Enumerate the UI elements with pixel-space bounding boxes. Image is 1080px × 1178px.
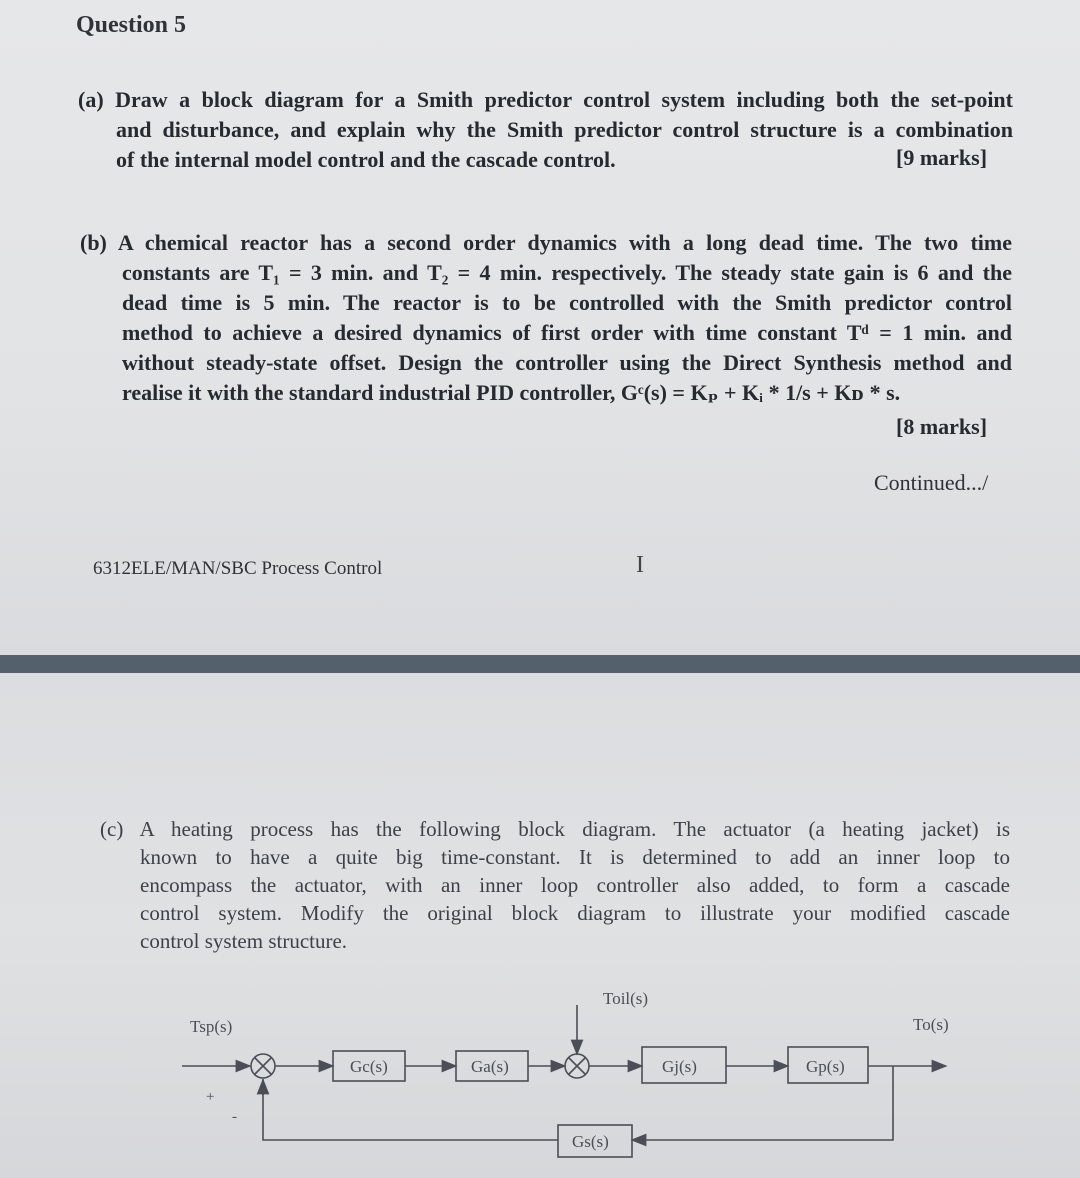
page-separator [0,655,1080,673]
plus-sign: + [206,1089,215,1105]
jacket-label: Gj(s) [662,1057,697,1076]
part-c-line: (c) A heating process has the following block diagram. The actuator (a heating jacket) is [100,817,1010,841]
part-b-line: realise it with the standard industrial PID controller, Gᶜ(s) = Kₚ + Kᵢ * 1/s + Kᴅ * s. [122,380,901,405]
disturbance-label: Toil(s) [603,989,649,1008]
part-b-line: without steady-state offset. Design the controller using the Direct Synthesis method and [122,350,1012,375]
part-c-line: encompass the actuator, with an inner loop controller also added, to form a cascade [140,873,1010,897]
part-b-text [80,228,1012,408]
continued-note: Continued.../ [874,470,989,495]
part-a-line: and disturbance, and explain why the Smith predictor control structure is a combination [116,117,1013,142]
part-a-line: (a) Draw a block diagram for a Smith predictor control system including both the set-point [78,87,1013,112]
part-b-line: constants are T₁ = 3 min. and T₂ = 4 min. respectively. The steady state gain is 6 and the [122,260,1012,285]
sensor-label: Gs(s) [572,1132,609,1151]
part-b-line: method to achieve a desired dynamics of first order with time constant Tᵈ = 1 min. and [122,320,1012,345]
text-cursor-icon: I [636,552,644,578]
part-b-marks: [8 marks] [896,414,988,439]
block-diagram [0,985,1080,1178]
part-a-text [78,85,1013,175]
minus-sign: - [232,1109,237,1125]
process-label: Gp(s) [806,1057,845,1076]
part-a-marks: [9 marks] [896,145,988,170]
part-b-line: dead time is 5 min. The reactor is to be controlled with the Smith predictor control [122,290,1012,315]
part-c-line: control system structure. [140,929,348,953]
output-label: To(s) [913,1015,949,1034]
question-title: Question 5 [76,12,187,38]
part-c-text [100,815,1010,955]
actuator-label: Ga(s) [471,1057,509,1076]
part-a-line: of the internal model control and the cascade control. [116,147,616,172]
course-footer: 6312ELE/MAN/SBC Process Control [93,558,383,579]
setpoint-label: Tsp(s) [190,1017,233,1036]
part-c-line: known to have a quite big time-constant. It is determined to add an inner loop to [140,845,1010,869]
part-c-line: control system. Modify the original block diagram to illustrate your modified cascade [140,901,1010,925]
feedback-line [637,1066,893,1140]
controller-label: Gc(s) [350,1057,388,1076]
part-b-line: (b) A chemical reactor has a second order dynamics with a long dead time. The two time [80,230,1012,255]
